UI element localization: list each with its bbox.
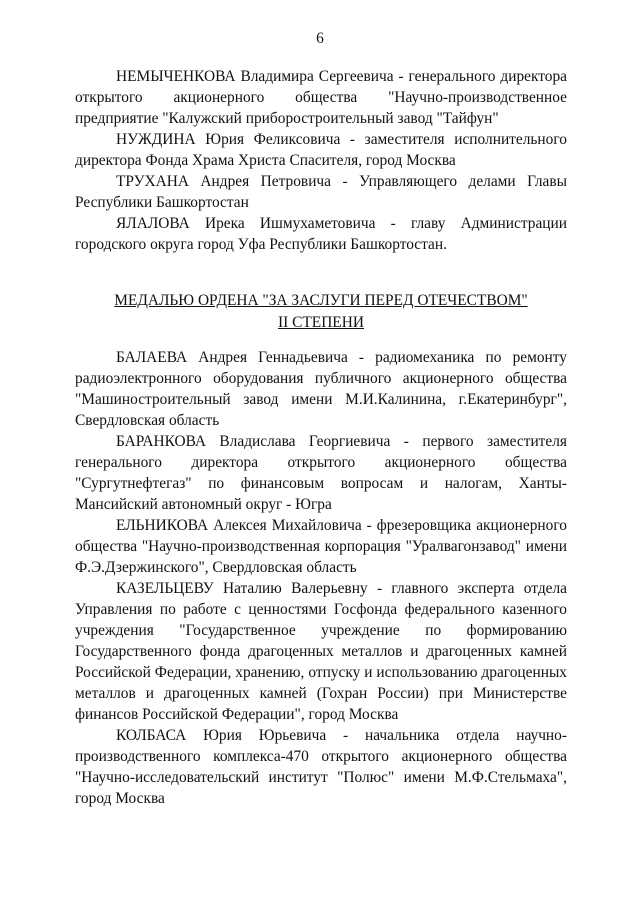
list-item: ЯЛАЛОВА Ирека Ишмухаметовича - главу Администрации городского округа город Уфа Республики Башкортостан. bbox=[75, 215, 567, 253]
section-heading-line-2: II СТЕПЕНИ bbox=[278, 314, 364, 331]
list-item: БАЛАЕВА Андрея Геннадьевича - радиомеханика по ремонту радиоэлектронного оборудования публичного акционерного общества "Машиностроительный завод имени М.И.Калинина, г.Екатеринбург", Свердловская область bbox=[75, 349, 567, 429]
page-number: 6 bbox=[316, 30, 324, 47]
list-item: ЕЛЬНИКОВА Алексея Михайловича - фрезеровщика акционерного общества "Научно-производственная корпорация "Уралвагонзавод" имени Ф.Э.Дзержинского", Свердловская область bbox=[75, 517, 567, 576]
list-item: ТРУХАНА Андрея Петровича - Управляющего делами Главы Республики Башкортостан bbox=[75, 173, 567, 211]
section-heading-line-1: МЕДАЛЬЮ ОРДЕНА "ЗА ЗАСЛУГИ ПЕРЕД ОТЕЧЕСТВОМ" bbox=[114, 292, 528, 309]
list-item: КАЗЕЛЬЦЕВУ Наталию Валерьевну - главного эксперта отдела Управления по работе с ценностями Госфонда федерального казенного учреждения "Государственное учреждение по формированию Государственного фонда драгоценных металлов и драгоценных камней Российской Федерации, хранению, отпуску и использованию драгоценных металлов и драгоценных камней (Гохран России) при Министерстве финансов Российской Федерации", город Москва bbox=[75, 580, 567, 723]
section-entries-list bbox=[75, 347, 567, 809]
list-item: БАРАНКОВА Владислава Георгиевича - первого заместителя генерального директора открытого акционерного общества "Сургутнефтегаз" по финансовым вопросам и налогам, Ханты-Мансийский автономный округ - Югра bbox=[75, 433, 567, 513]
list-item: КОЛБАСА Юрия Юрьевича - начальника отдела научно-производственного комплекса-470 открытого акционерного общества "Научно-исследовательский институт "Полюс" имени М.Ф.Стельмаха", город Москва bbox=[75, 727, 567, 807]
list-item: НУЖДИНА Юрия Феликсовича - заместителя исполнительного директора Фонда Храма Христа Спасителя, город Москва bbox=[75, 131, 567, 169]
section-heading bbox=[75, 290, 567, 334]
top-entries-list bbox=[75, 66, 567, 255]
list-item: НЕМЫЧЕНКОВА Владимира Сергеевича - генерального директора открытого акционерного общества "Научно-производственное предприятие "Калужский приборостроительный завод "Тайфун" bbox=[75, 68, 567, 127]
